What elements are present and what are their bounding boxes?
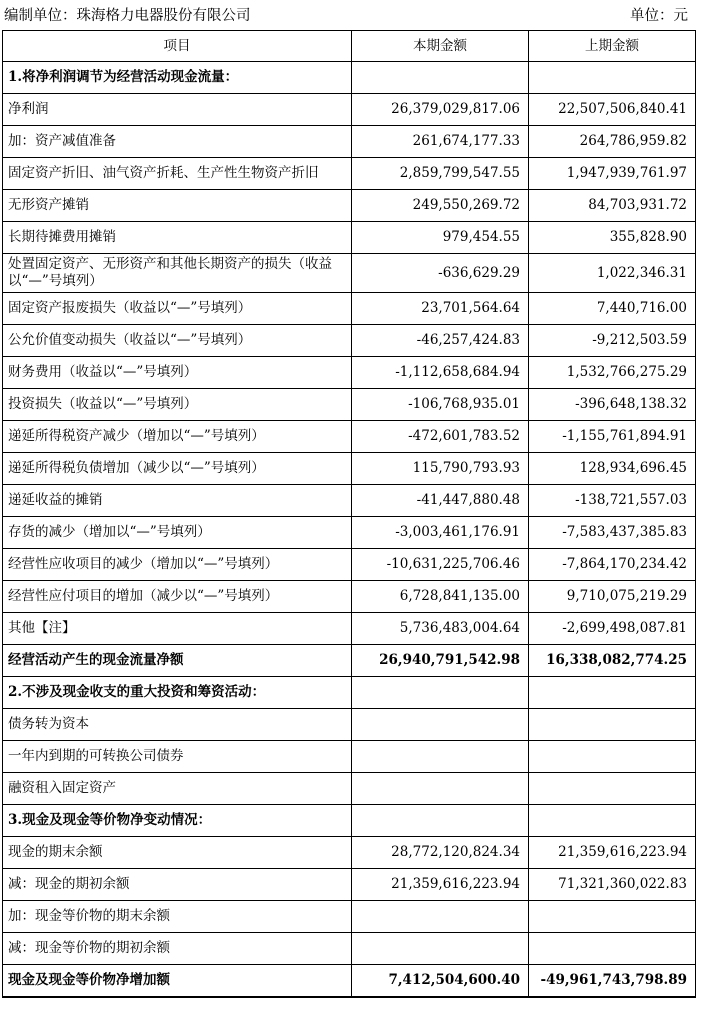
row-label: 经营活动产生的现金流量净额 [3,645,352,677]
previous-amount [529,62,696,94]
current-amount: -106,768,935.01 [352,389,529,421]
table-row [3,933,696,965]
table-row [3,293,696,325]
cash-flow-supplement-table [2,30,696,998]
current-amount: -10,631,225,706.46 [352,549,529,581]
current-amount: -472,601,783.52 [352,421,529,453]
row-label: 经营性应收项目的减少（增加以“—”号填列） [3,549,352,581]
table-row [3,901,696,933]
table-row [3,773,696,805]
previous-amount: 84,703,931.72 [529,190,696,222]
previous-amount: 7,440,716.00 [529,293,696,325]
table-body [3,62,696,998]
current-amount: 2,859,799,547.55 [352,158,529,190]
previous-amount [529,677,696,709]
row-label: 固定资产报废损失（收益以“—”号填列） [3,293,352,325]
current-amount [352,805,529,837]
previous-amount: 1,947,939,761.97 [529,158,696,190]
table-row [3,62,696,94]
row-label: 财务费用（收益以“—”号填列） [3,357,352,389]
table-row [3,389,696,421]
current-amount [352,773,529,805]
current-amount [352,741,529,773]
row-label: 3.现金及现金等价物净变动情况： [3,805,352,837]
current-amount [352,62,529,94]
previous-amount: 355,828.90 [529,222,696,254]
table-row [3,741,696,773]
row-label: 融资租入固定资产 [3,773,352,805]
table-row [3,485,696,517]
current-amount: 6,728,841,135.00 [352,581,529,613]
row-label: 债务转为资本 [3,709,352,741]
previous-amount: 22,507,506,840.41 [529,94,696,126]
current-amount: -636,629.29 [352,254,529,293]
col-header-current: 本期金额 [352,31,529,62]
current-amount: 979,454.55 [352,222,529,254]
table-row [3,965,696,998]
table-row [3,837,696,869]
previous-amount: 1,022,346.31 [529,254,696,293]
table-row [3,126,696,158]
table-row [3,869,696,901]
current-amount: 261,674,177.33 [352,126,529,158]
preparer-unit: 编制单位：珠海格力电器股份有限公司 [4,8,251,24]
previous-amount: 71,321,360,022.83 [529,869,696,901]
row-label: 长期待摊费用摊销 [3,222,352,254]
table-row [3,581,696,613]
row-label: 减：现金等价物的期初余额 [3,933,352,965]
previous-amount: -2,699,498,087.81 [529,613,696,645]
previous-amount: 128,934,696.45 [529,453,696,485]
table-row [3,94,696,126]
row-label: 现金的期末余额 [3,837,352,869]
previous-amount: -1,155,761,894.91 [529,421,696,453]
previous-amount: -49,961,743,798.89 [529,965,696,998]
current-amount: 7,412,504,600.40 [352,965,529,998]
previous-amount: 16,338,082,774.25 [529,645,696,677]
row-label: 递延所得税资产减少（增加以“—”号填列） [3,421,352,453]
row-label: 一年内到期的可转换公司债券 [3,741,352,773]
current-amount [352,933,529,965]
row-label: 投资损失（收益以“—”号填列） [3,389,352,421]
current-amount: 5,736,483,004.64 [352,613,529,645]
row-label: 其他【注】 [3,613,352,645]
current-amount: -3,003,461,176.91 [352,517,529,549]
row-label: 固定资产折旧、油气资产折耗、生产性生物资产折旧 [3,158,352,190]
row-label: 递延收益的摊销 [3,485,352,517]
table-row [3,325,696,357]
table-row [3,677,696,709]
current-amount [352,709,529,741]
row-label: 1.将净利润调节为经营活动现金流量： [3,62,352,94]
row-label: 存货的减少（增加以“—”号填列） [3,517,352,549]
previous-amount: 9,710,075,219.29 [529,581,696,613]
previous-amount: -7,583,437,385.83 [529,517,696,549]
current-amount: 28,772,120,824.34 [352,837,529,869]
previous-amount [529,709,696,741]
current-amount: -46,257,424.83 [352,325,529,357]
previous-amount [529,773,696,805]
previous-amount: 1,532,766,275.29 [529,357,696,389]
previous-amount: 264,786,959.82 [529,126,696,158]
previous-amount: -396,648,138.32 [529,389,696,421]
report-header [0,0,702,30]
table-row [3,357,696,389]
table-row [3,190,696,222]
row-label: 加：资产减值准备 [3,126,352,158]
currency-unit: 单位：元 [630,8,688,24]
row-label: 无形资产摊销 [3,190,352,222]
table-row [3,254,696,293]
current-amount: 26,940,791,542.98 [352,645,529,677]
table-row [3,222,696,254]
row-label: 净利润 [3,94,352,126]
table-row [3,421,696,453]
current-amount: -1,112,658,684.94 [352,357,529,389]
previous-amount: -9,212,503.59 [529,325,696,357]
current-amount: 26,379,029,817.06 [352,94,529,126]
table-header-row [3,31,696,62]
row-label: 递延所得税负债增加（减少以“—”号填列） [3,453,352,485]
table-row [3,517,696,549]
col-header-item: 项目 [3,31,352,62]
current-amount [352,677,529,709]
table-row [3,613,696,645]
previous-amount [529,933,696,965]
previous-amount: 21,359,616,223.94 [529,837,696,869]
row-label: 公允价值变动损失（收益以“—”号填列） [3,325,352,357]
current-amount: 115,790,793.93 [352,453,529,485]
table-row [3,453,696,485]
previous-amount [529,805,696,837]
current-amount [352,901,529,933]
table-row [3,158,696,190]
table-row [3,709,696,741]
row-label: 处置固定资产、无形资产和其他长期资产的损失（收益以“—”号填列） [3,254,352,293]
current-amount: 21,359,616,223.94 [352,869,529,901]
row-label: 减：现金的期初余额 [3,869,352,901]
row-label: 2.不涉及现金收支的重大投资和筹资活动： [3,677,352,709]
table-row [3,549,696,581]
previous-amount [529,741,696,773]
row-label: 现金及现金等价物净增加额 [3,965,352,998]
table-row [3,805,696,837]
row-label: 经营性应付项目的增加（减少以“—”号填列） [3,581,352,613]
row-label: 加：现金等价物的期末余额 [3,901,352,933]
col-header-previous: 上期金额 [529,31,696,62]
table-row [3,645,696,677]
previous-amount [529,901,696,933]
previous-amount: -7,864,170,234.42 [529,549,696,581]
previous-amount: -138,721,557.03 [529,485,696,517]
current-amount: 249,550,269.72 [352,190,529,222]
current-amount: 23,701,564.64 [352,293,529,325]
current-amount: -41,447,880.48 [352,485,529,517]
